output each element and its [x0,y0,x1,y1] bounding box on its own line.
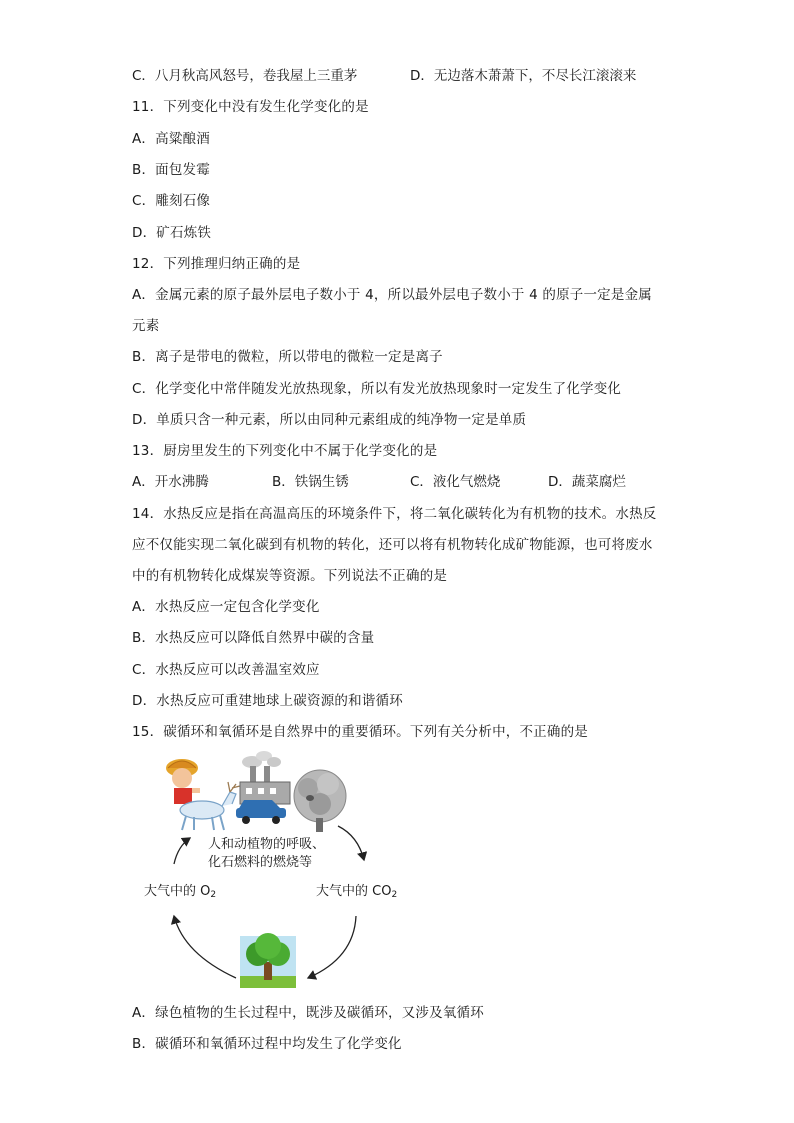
q12-option-d: D．单质只含一种元素，所以由同种元素组成的纯净物一定是单质 [132,412,527,428]
q14-stem-line2: 应不仅能实现二氧化碳到有机物的转化，还可以将有机物转化成矿物能源，也可将废水 [132,537,653,553]
respiration-label-line2: 化石燃料的燃烧等 [208,855,313,870]
respiration-label-line1: 人和动植物的呼吸、 [208,837,326,852]
q12-option-a-line2: 元素 [132,318,160,334]
q12-stem: 12．下列推理归纳正确的是 [132,256,301,272]
q14-option-c: C．水热反应可以改善温室效应 [132,662,320,678]
green-tree-illustration [240,933,296,988]
q11-option-d: D．矿石炼铁 [132,225,212,241]
q12-option-c: C．化学变化中常伴随发光放热现象，所以有发光放热现象时一定发生了化学变化 [132,381,622,397]
co2-label: 大气中的 $CO_2$ [316,884,398,900]
o2-label: 大气中的 $O_2$ [144,884,217,900]
q14-option-b: B．水热反应可以降低自然界中碳的含量 [132,630,375,646]
arrow-to-co2 [338,826,364,860]
q11-stem: 11．下列变化中没有发生化学变化的是 [132,99,369,115]
q13-option-d: D．蔬菜腐烂 [548,474,626,490]
q10-option-c: C．八月秋高风怒号，卷我屋上三重茅 [132,68,358,84]
q14-stem-line3: 中的有机物转化成煤炭等资源。下列说法不正确的是 [132,568,448,584]
arrow-co2-to-plant [308,916,356,978]
q15-stem: 15．碳循环和氧循环是自然界中的重要循环。下列有关分析中，不正确的是 [132,724,588,740]
q14-option-a: A．水热反应一定包含化学变化 [132,599,320,615]
q14-option-d: D．水热反应可重建地球上碳资源的和谐循环 [132,693,403,709]
arrow-plant-to-o2 [174,916,236,978]
q12-option-a-line1: A．金属元素的原子最外层电子数小于 4，所以最外层电子数小于 4 的原子一定是金属 [132,287,652,303]
q14-stem-line1: 14．水热反应是指在高温高压的环境条件下，将二氧化碳转化为有机物的技术。水热反 [132,506,657,522]
q11-option-c: C．雕刻石像 [132,193,211,209]
factory-car-illustration [236,751,290,824]
q13-option-a: A．开水沸腾 [132,474,209,490]
q13-option-b: B．铁锅生锈 [272,474,349,490]
q15-option-a: A．绿色植物的生长过程中，既涉及碳循环，又涉及氧循环 [132,1005,484,1021]
person-deer-illustration [162,752,240,832]
q11-option-b: B．面包发霉 [132,162,210,178]
q10-option-d: D．无边落木萧萧下，不尽长江滚滚来 [410,68,637,84]
polluted-tree-illustration [294,770,346,832]
q11-option-a: A．高粱酿酒 [132,131,210,147]
q15-option-b: B．碳循环和氧循环过程中均发生了化学变化 [132,1036,402,1052]
q12-option-b: B．离子是带电的微粒，所以带电的微粒一定是离子 [132,349,443,365]
carbon-oxygen-cycle-diagram [132,748,398,998]
arrow-o2-to-respiration [174,838,190,864]
q13-stem: 13．厨房里发生的下列变化中不属于化学变化的是 [132,443,438,459]
cycle-illustration [132,748,392,998]
q13-option-c: C．液化气燃烧 [410,474,501,490]
